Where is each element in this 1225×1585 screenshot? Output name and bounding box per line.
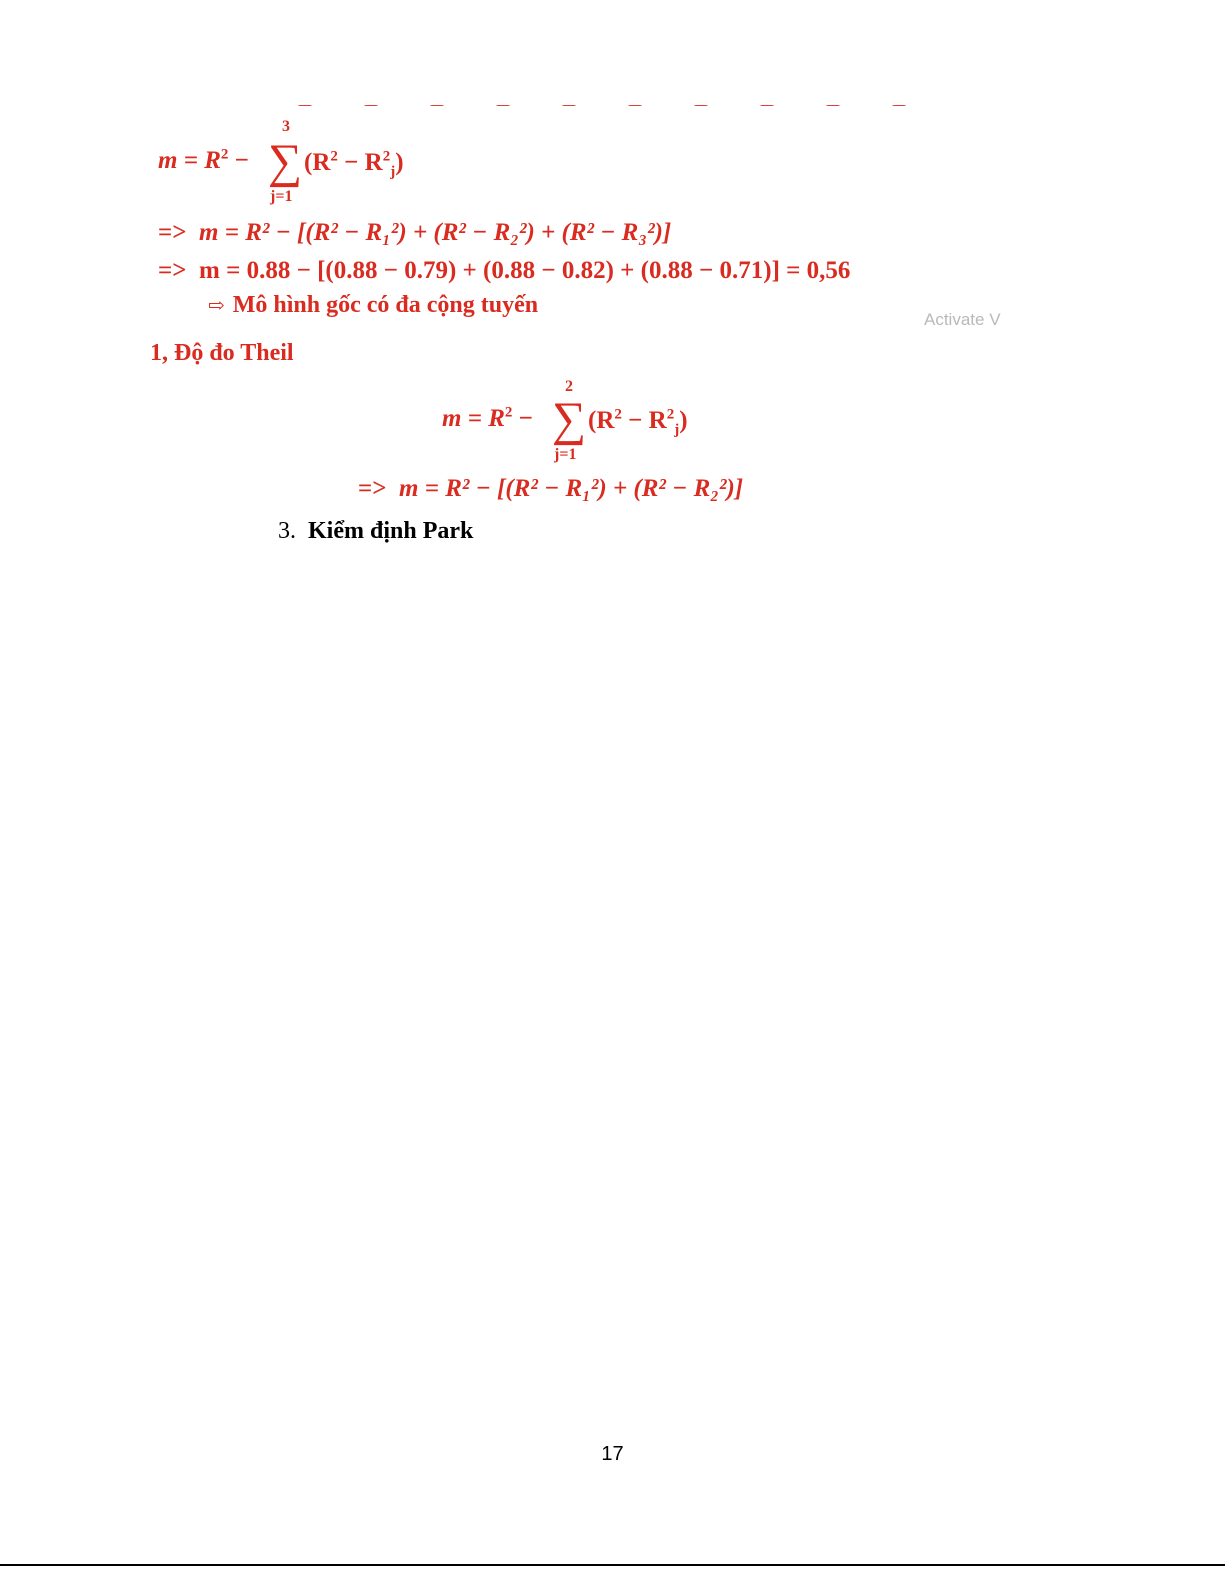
eq5-body: m = R² − [(R² − R₁²) + (R² − R₂²)] <box>399 475 744 502</box>
eq1-rhs <box>304 148 404 178</box>
eq4-lhs: m = R <box>442 405 505 432</box>
eq4-rhs-sup: 2 <box>614 406 622 423</box>
eq4-rhs <box>588 406 688 436</box>
eq1-rhs-close: ) <box>395 149 404 176</box>
eq1-rhs-open: (R <box>304 149 331 176</box>
eq3-body: m = 0.88 − [(0.88 − 0.79) + (0.88 − 0.82) + (0.88 − 0.71)] = 0,56 <box>199 257 851 284</box>
bottom-rule <box>0 1564 1225 1566</box>
eq1-sum-top: 3 <box>282 118 290 135</box>
sum-icon-2: ∑ <box>552 393 587 446</box>
eq1-rhs-sub: j <box>390 164 396 180</box>
equation-3 <box>158 256 850 286</box>
equation-4 <box>442 404 533 434</box>
eq4-sup: 2 <box>504 404 513 421</box>
eq1-minus: − <box>234 147 249 174</box>
cropped-text-line <box>298 98 978 106</box>
eq4-rhs-open: (R <box>588 407 615 434</box>
eq3-implies: => <box>158 257 187 284</box>
section-number: 3. <box>278 518 296 544</box>
eq1-rhs-sup: 2 <box>330 148 338 165</box>
eq2-implies: => <box>158 219 187 246</box>
eq1-sup: 2 <box>220 146 229 163</box>
eq1-sum-bottom: j=1 <box>270 188 293 205</box>
equation-5 <box>358 474 743 504</box>
conclusion-line <box>208 292 538 319</box>
page-number: 17 <box>601 1443 624 1465</box>
eq4-rhs-sup2: 2 <box>666 406 675 423</box>
eq1-rhs-sup2: 2 <box>382 148 391 165</box>
eq4-rhs-sub: j <box>674 422 680 438</box>
section-title: Kiểm định Park <box>308 518 474 544</box>
eq1-lhs: m = R <box>158 147 221 174</box>
eq4-sum-top: 2 <box>565 378 573 395</box>
activate-watermark: Activate V <box>924 310 1001 329</box>
equation-1 <box>158 146 249 176</box>
eq5-implies: => <box>358 475 387 502</box>
eq4-rhs-close: ) <box>679 407 688 434</box>
eq4-minus: − <box>518 405 533 432</box>
equation-2 <box>158 218 671 248</box>
eq4-rhs-mid: − R <box>621 407 667 434</box>
formula-screenshot <box>148 98 1008 510</box>
right-arrow-icon: ⇨ <box>208 295 225 317</box>
eq2-body: m = R² − [(R² − R₁²) + (R² − R₂²) + (R² − R₃²)] <box>199 219 672 246</box>
sum-icon: ∑ <box>268 135 303 188</box>
conclusion-text: Mô hình gốc có đa cộng tuyến <box>232 292 539 318</box>
subheading-theil: 1, Độ đo Theil <box>150 340 294 366</box>
section-heading <box>278 518 473 545</box>
eq4-sum-bottom: j=1 <box>554 446 577 463</box>
eq1-rhs-mid: − R <box>337 149 383 176</box>
